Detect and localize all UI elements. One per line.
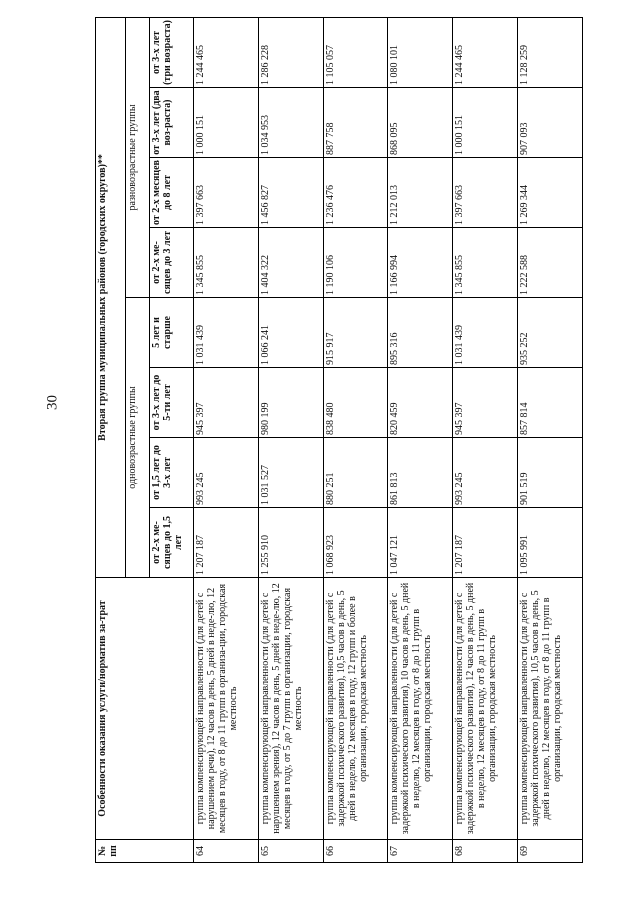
subheader: от 2-х ме-сяцев до 1,5 лет: [150, 508, 194, 578]
row-number: 66: [323, 840, 388, 863]
mixed-age-header: разновозрастные группы: [126, 17, 150, 297]
value-cell: 915 917: [323, 298, 388, 368]
value-cell: 1 207 187: [453, 508, 518, 578]
value-cell: 1 456 827: [258, 158, 323, 228]
value-cell: 1 031 439: [194, 298, 259, 368]
value-cell: 1 255 910: [258, 508, 323, 578]
value-cell: 1 269 344: [518, 158, 583, 228]
subheader: от 3-х лет (три возраста): [150, 17, 194, 87]
value-cell: 901 519: [518, 438, 583, 508]
value-cell: 1 166 994: [388, 228, 453, 298]
value-cell: 1 286 228: [258, 17, 323, 87]
value-cell: 1 128 259: [518, 17, 583, 87]
rotated-table-wrapper: [95, 18, 583, 863]
value-cell: 1 222 588: [518, 228, 583, 298]
col-header-number: № пп: [96, 840, 194, 863]
single-age-header: одновозрастные группы: [126, 298, 150, 578]
value-cell: 1 066 241: [258, 298, 323, 368]
table-row: [258, 17, 323, 862]
value-cell: 1 397 663: [194, 158, 259, 228]
subheader: от 2-х ме-сяцев до 3 лет: [150, 228, 194, 298]
group-header: Вторая группа муниципальных районов (городских округов)**: [96, 17, 126, 577]
value-cell: 980 199: [258, 368, 323, 438]
row-description: группа компенсирующей направленности (для детей с задержкой психического развития), 10 часов в день, 5 дней в неделю, 12 месяцев в году, от 8 до 11 групп в организации, городская местность: [388, 578, 453, 840]
value-cell: 1 047 121: [388, 508, 453, 578]
subheader: 5 лет и старше: [150, 298, 194, 368]
row-number: 67: [388, 840, 453, 863]
subheader: от 3-х лет до 5-ти лет: [150, 368, 194, 438]
subheader: от 1,5 лет до 3-х лет: [150, 438, 194, 508]
row-description: группа компенсирующей направленности (для детей с нарушением зрения), 12 часов в день, 5 дней в неде-лю, 12 месяцев в году, от 5 до 7 групп в организации, городская местность: [258, 578, 323, 840]
row-description: группа компенсирующей направленности (для детей с нарушением речи), 12 часов в день, 5 дней в неде-лю, 12 месяцев в году, от 8 до 11 групп в организа-ции, городская местность: [194, 578, 259, 840]
row-number: 64: [194, 840, 259, 863]
value-cell: 1 244 465: [453, 17, 518, 87]
subheader: от 3-х лет (два воз-раста): [150, 88, 194, 158]
value-cell: 1 244 465: [194, 17, 259, 87]
table-row: [388, 17, 453, 862]
table-row: [323, 17, 388, 862]
row-description: группа компенсирующей направленности (для детей с задержкой психического развития), 10,5 часов в день, 5 дней в неделю, 12 месяцев в году, 12 групп и более в организации, городская местность: [323, 578, 388, 840]
value-cell: 887 758: [323, 88, 388, 158]
value-cell: 1 105 057: [323, 17, 388, 87]
value-cell: 1 404 322: [258, 228, 323, 298]
value-cell: 820 459: [388, 368, 453, 438]
value-cell: 868 095: [388, 88, 453, 158]
col-header-description: Особенности оказания услуги/норматив за-трат: [96, 578, 194, 840]
row-description: группа компенсирующей направленности (для детей с задержкой психического развития), 12 часов в день, 5 дней в неделю, 12 месяцев в году, от 8 до 11 групп в организации, городская местность: [453, 578, 518, 840]
value-cell: 1 345 855: [453, 228, 518, 298]
row-number: 68: [453, 840, 518, 863]
row-number: 65: [258, 840, 323, 863]
value-cell: 1 397 663: [453, 158, 518, 228]
table-row: [518, 17, 583, 862]
value-cell: 993 245: [453, 438, 518, 508]
value-cell: 880 251: [323, 438, 388, 508]
value-cell: 857 814: [518, 368, 583, 438]
page-number: 30: [44, 395, 61, 410]
value-cell: 1 207 187: [194, 508, 259, 578]
value-cell: 1 034 953: [258, 88, 323, 158]
value-cell: 861 813: [388, 438, 453, 508]
value-cell: 945 397: [453, 368, 518, 438]
value-cell: 1 000 151: [453, 88, 518, 158]
value-cell: 1 031 527: [258, 438, 323, 508]
subheader: от 2-х месяцев до 8 лет: [150, 158, 194, 228]
value-cell: 1 095 991: [518, 508, 583, 578]
value-cell: 1 212 013: [388, 158, 453, 228]
value-cell: 1 000 151: [194, 88, 259, 158]
value-cell: 993 245: [194, 438, 259, 508]
row-number: 69: [518, 840, 583, 863]
value-cell: 1 031 439: [453, 298, 518, 368]
value-cell: 895 316: [388, 298, 453, 368]
value-cell: 1 068 923: [323, 508, 388, 578]
table-row: [453, 17, 518, 862]
value-cell: 1 080 101: [388, 17, 453, 87]
row-description: группа компенсирующей направленности (для детей с задержкой психического развития), 10,5 часов в день, 5 дней в неделю, 12 месяцев в году, от 8 до 11 групп в организации, городская местность: [518, 578, 583, 840]
value-cell: 1 345 855: [194, 228, 259, 298]
table-row: [194, 17, 259, 862]
value-cell: 945 397: [194, 368, 259, 438]
norms-table: [95, 17, 583, 863]
value-cell: 838 480: [323, 368, 388, 438]
value-cell: 907 093: [518, 88, 583, 158]
value-cell: 1 236 476: [323, 158, 388, 228]
value-cell: 1 190 106: [323, 228, 388, 298]
value-cell: 935 252: [518, 298, 583, 368]
